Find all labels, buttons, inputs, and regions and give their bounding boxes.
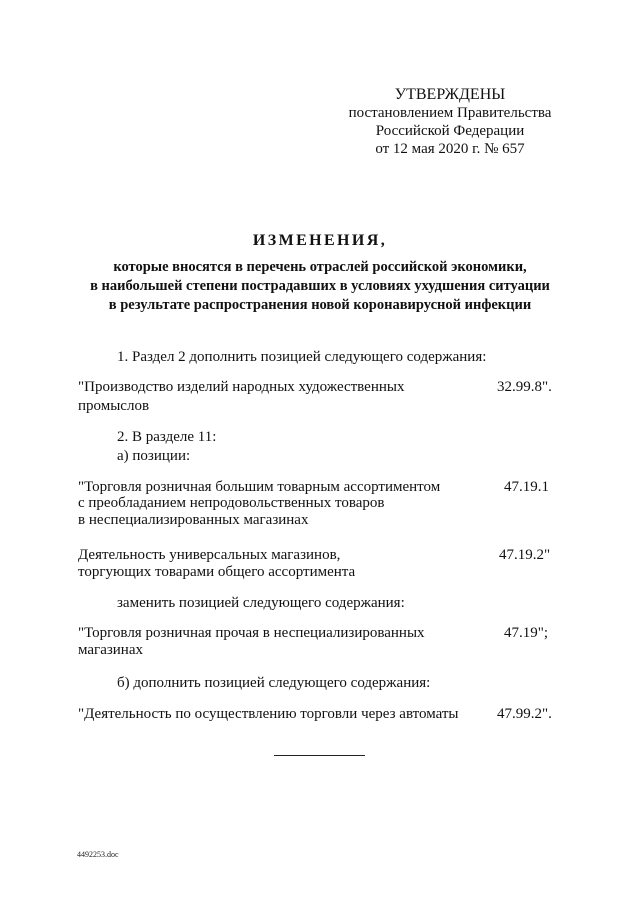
entry-4719-1-code: 47.19.1	[504, 479, 549, 495]
entry-4719-code: 47.19";	[504, 625, 549, 641]
subtitle-line-3: в результате распространения новой коронавирусной инфекции	[108, 297, 532, 313]
approval-line-1: постановлением Правительства	[348, 105, 552, 121]
closing-rule	[274, 755, 365, 756]
item-2-text: 2. В разделе 11:	[117, 429, 217, 445]
entry-4719-2-code: 47.19.2"	[499, 547, 551, 563]
item-1-text: 1. Раздел 2 дополнить позицией следующего содержания:	[117, 349, 487, 365]
replace-text: заменить позицией следующего содержания:	[117, 595, 405, 611]
entry-3299-8-code: 32.99.8".	[497, 379, 552, 395]
entry-4719-2-line-1: Деятельность универсальных магазинов,	[78, 547, 341, 563]
footer-doc-id: 4492253.doc	[77, 850, 119, 859]
approval-block	[340, 86, 560, 158]
entry-3299-8-line-2: промыслов	[78, 398, 150, 414]
entry-4719-2-line-2: торгующих товарами общего ассортимента	[78, 564, 356, 580]
entry-4719-1-line-1: "Торговля розничная большим товарным ассортиментом	[78, 479, 441, 495]
entry-4719-line-2: магазинах	[78, 642, 143, 658]
entry-4799-2-line-1: "Деятельность по осуществлению торговли через автоматы	[78, 706, 459, 722]
entry-4719-1-line-3: в неспециализированных магазинах	[78, 512, 309, 528]
entry-3299-8-line-1: "Производство изделий народных художественных	[78, 379, 405, 395]
approval-title: УТВЕРЖДЕНЫ	[394, 86, 506, 103]
approval-line-3: от 12 мая 2020 г. № 657	[375, 141, 525, 157]
entry-4719-1-line-2: с преобладанием непродовольственных товаров	[78, 495, 385, 511]
entry-4799-2-code: 47.99.2".	[497, 706, 552, 722]
subtitle-line-1: которые вносятся в перечень отраслей российской экономики,	[113, 259, 527, 275]
item-2a-text: а) позиции:	[117, 448, 191, 464]
approval-line-2: Российской Федерации	[375, 123, 525, 139]
entry-4719-line-1: "Торговля розничная прочая в неспециализированных	[78, 625, 425, 641]
item-2b-text: б) дополнить позицией следующего содержания:	[117, 675, 431, 691]
document-subtitle	[0, 258, 640, 315]
subtitle-line-2: в наибольшей степени пострадавших в условиях ухудшения ситуации	[90, 278, 550, 294]
document-title: ИЗМЕНЕНИЯ,	[252, 232, 388, 249]
